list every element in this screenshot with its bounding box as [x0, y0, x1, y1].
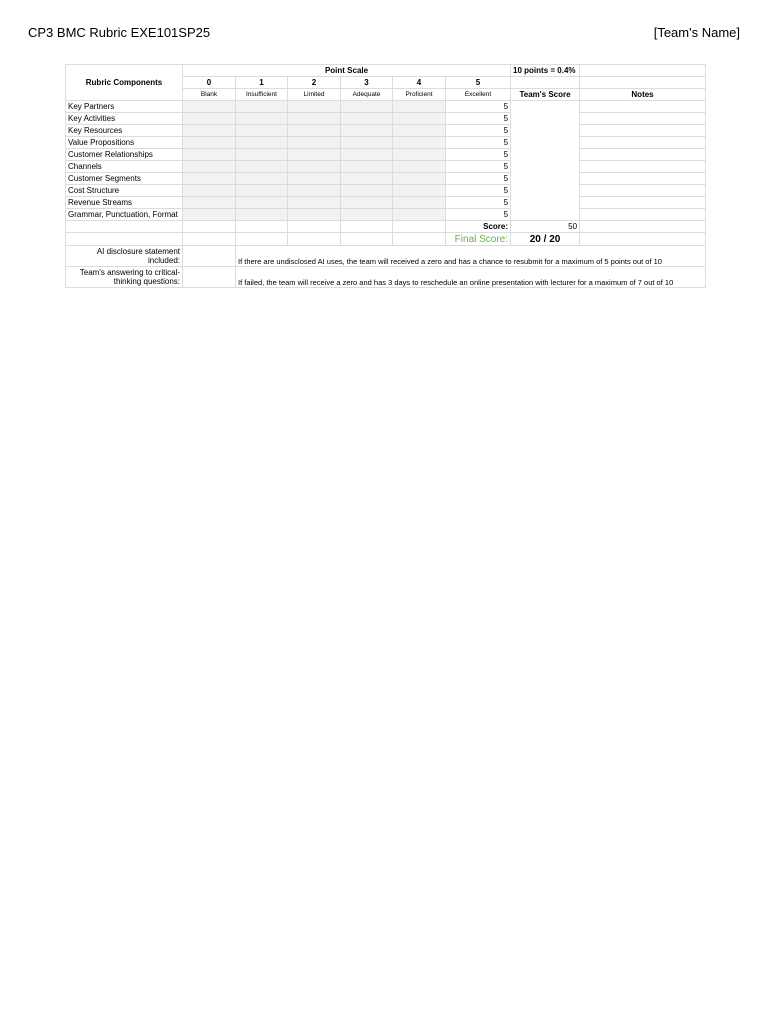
score-cell[interactable] [341, 137, 393, 149]
table-row [66, 137, 706, 149]
ai-disclosure-row [66, 246, 706, 267]
score-cell[interactable] [183, 161, 236, 173]
score-row [66, 221, 706, 233]
header-row-1 [66, 65, 706, 77]
component-name: Key Resources [66, 125, 183, 137]
component-value[interactable]: 5 [446, 113, 511, 125]
empty-cell [393, 233, 446, 246]
scale-label-3: Adequate [341, 89, 393, 101]
notes-cell[interactable] [580, 101, 706, 113]
score-cell[interactable] [236, 113, 288, 125]
component-name: Value Propositions [66, 137, 183, 149]
table-row [66, 101, 706, 113]
score-cell[interactable] [236, 173, 288, 185]
score-cell[interactable] [183, 173, 236, 185]
score-cell[interactable] [236, 197, 288, 209]
component-name: Channels [66, 161, 183, 173]
score-cell[interactable] [341, 185, 393, 197]
scale-label-2: Limited [288, 89, 341, 101]
score-cell[interactable] [183, 197, 236, 209]
scale-label-0: Blank [183, 89, 236, 101]
notes-cell[interactable] [580, 173, 706, 185]
final-score-label: Final Score: [446, 233, 511, 246]
team-score-header: Team's Score [511, 89, 580, 101]
empty-cell [236, 233, 288, 246]
score-label: Score: [446, 221, 511, 233]
score-cell[interactable] [288, 101, 341, 113]
component-value[interactable]: 5 [446, 161, 511, 173]
score-cell[interactable] [183, 209, 236, 221]
weight-label: 10 points = 0.4% [511, 65, 580, 77]
scale-points-2: 2 [288, 77, 341, 89]
notes-cell[interactable] [580, 161, 706, 173]
empty-cell [341, 233, 393, 246]
score-cell[interactable] [341, 125, 393, 137]
score-cell[interactable] [393, 209, 446, 221]
scale-points-3: 3 [341, 77, 393, 89]
score-cell[interactable] [288, 173, 341, 185]
empty-cell [393, 221, 446, 233]
score-cell[interactable] [393, 197, 446, 209]
scale-points-5: 5 [446, 77, 511, 89]
notes-cell[interactable] [580, 149, 706, 161]
score-cell[interactable] [393, 137, 446, 149]
notes-cell[interactable] [580, 209, 706, 221]
notes-cell[interactable] [580, 125, 706, 137]
score-cell[interactable] [341, 209, 393, 221]
component-name: Revenue Streams [66, 197, 183, 209]
notes-cell[interactable] [580, 185, 706, 197]
score-cell[interactable] [236, 137, 288, 149]
score-cell[interactable] [288, 197, 341, 209]
table-row [66, 161, 706, 173]
component-name: Grammar, Punctuation, Format [66, 209, 183, 221]
table-row [66, 149, 706, 161]
point-scale-header: Point Scale [183, 65, 511, 77]
score-cell[interactable] [341, 173, 393, 185]
score-cell[interactable] [288, 149, 341, 161]
critical-thinking-row [66, 267, 706, 288]
score-cell[interactable] [236, 185, 288, 197]
score-cell[interactable] [183, 113, 236, 125]
component-value[interactable]: 5 [446, 209, 511, 221]
document-title: CP3 BMC Rubric EXE101SP25 [28, 25, 211, 40]
critical-thinking-label: Team's answering to critical-thinking questions: [66, 267, 183, 288]
table-row [66, 173, 706, 185]
score-cell[interactable] [236, 125, 288, 137]
score-cell[interactable] [236, 101, 288, 113]
score-cell[interactable] [183, 137, 236, 149]
scale-points-1: 1 [236, 77, 288, 89]
notes-cell[interactable] [580, 197, 706, 209]
empty-cell [580, 65, 706, 77]
scale-label-5: Excellent [446, 89, 511, 101]
scale-label-4: Proficient [393, 89, 446, 101]
team-score-cell[interactable] [511, 101, 580, 221]
score-cell[interactable] [183, 101, 236, 113]
scale-label-1: Insufficient [236, 89, 288, 101]
component-value[interactable]: 5 [446, 185, 511, 197]
scale-points-4: 4 [393, 77, 446, 89]
component-value[interactable]: 5 [446, 197, 511, 209]
score-cell[interactable] [288, 125, 341, 137]
score-cell[interactable] [183, 125, 236, 137]
table-row [66, 209, 706, 221]
empty-cell [580, 233, 706, 246]
score-cell[interactable] [183, 185, 236, 197]
notes-header: Notes [580, 89, 706, 101]
score-cell[interactable] [288, 185, 341, 197]
component-value[interactable]: 5 [446, 125, 511, 137]
scale-points-0: 0 [183, 77, 236, 89]
empty-cell [66, 233, 183, 246]
final-score-max: / 20 [543, 233, 561, 245]
score-cell[interactable] [393, 185, 446, 197]
empty-cell [288, 233, 341, 246]
table-row [66, 113, 706, 125]
component-name: Cost Structure [66, 185, 183, 197]
score-cell[interactable] [288, 113, 341, 125]
empty-cell [236, 221, 288, 233]
critical-thinking-input[interactable] [183, 267, 236, 288]
critical-thinking-note: If failed, the team will receive a zero and has 3 days to reschedule an online presentation with lecturer for a maximum of 7 out of 10 [236, 267, 706, 288]
page-header [28, 25, 740, 41]
component-value[interactable]: 5 [446, 173, 511, 185]
final-score-row [66, 233, 706, 246]
ai-disclosure-label: AI disclosure statement included: [66, 246, 183, 267]
empty-cell [183, 221, 236, 233]
component-name: Customer Relationships [66, 149, 183, 161]
component-value[interactable]: 5 [446, 149, 511, 161]
score-cell[interactable] [393, 113, 446, 125]
team-name: [Team's Name] [653, 25, 740, 40]
score-cell[interactable] [393, 125, 446, 137]
table-row [66, 125, 706, 137]
component-value[interactable]: 5 [446, 101, 511, 113]
component-value[interactable]: 5 [446, 137, 511, 149]
final-score-value: 20 [529, 233, 541, 245]
score-cell[interactable] [341, 161, 393, 173]
empty-cell [580, 77, 706, 89]
component-name: Key Partners [66, 101, 183, 113]
empty-cell [511, 77, 580, 89]
score-cell[interactable] [236, 209, 288, 221]
component-name: Customer Segments [66, 173, 183, 185]
score-cell[interactable] [288, 137, 341, 149]
score-cell[interactable] [288, 209, 341, 221]
ai-disclosure-input[interactable] [183, 246, 236, 267]
notes-cell[interactable] [580, 137, 706, 149]
table-row [66, 185, 706, 197]
empty-cell [341, 221, 393, 233]
score-cell[interactable] [341, 101, 393, 113]
empty-cell [66, 221, 183, 233]
ai-disclosure-note: If there are undisclosed AI uses, the team will received a zero and has a chance to resubmit for a maximum of 5 points out of 10 [236, 246, 706, 267]
score-cell[interactable] [393, 161, 446, 173]
table-row [66, 197, 706, 209]
empty-cell [288, 221, 341, 233]
score-cell[interactable] [341, 149, 393, 161]
score-cell[interactable] [341, 197, 393, 209]
score-cell[interactable] [393, 101, 446, 113]
score-cell[interactable] [288, 161, 341, 173]
score-cell[interactable] [183, 149, 236, 161]
rubric-table [65, 64, 706, 288]
component-name: Key Activities [66, 113, 183, 125]
notes-cell[interactable] [580, 113, 706, 125]
score-cell[interactable] [236, 161, 288, 173]
empty-cell [183, 233, 236, 246]
score-value: 50 [511, 221, 580, 233]
empty-cell [580, 221, 706, 233]
score-cell[interactable] [393, 173, 446, 185]
final-score [511, 233, 580, 246]
score-cell[interactable] [341, 113, 393, 125]
score-cell[interactable] [393, 149, 446, 161]
rubric-components-header: Rubric Components [66, 65, 183, 101]
score-cell[interactable] [236, 149, 288, 161]
